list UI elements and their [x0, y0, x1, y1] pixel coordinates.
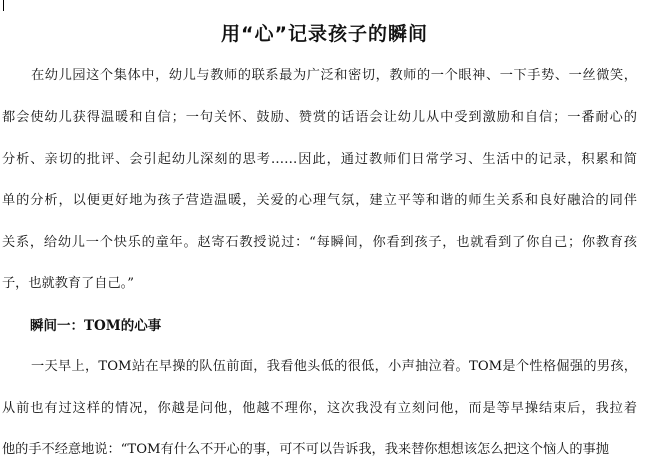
text-cursor: [3, 0, 4, 11]
paragraph1-line: 单的分析，以便更好地为孩子营造温暖，关爱的心理气氛，建立平等和谐的师生关系和良好融洽的同伴: [2, 193, 637, 208]
paragraph1-line: 子，也就教育了自己。”: [2, 276, 135, 291]
paragraph1-line: 关系，给幼儿一个快乐的童年。赵寄石教授说过：“每瞬间，你看到孩子，也就看到了你自己；你教育孩: [2, 235, 637, 250]
paragraph1-line: 在幼儿园这个集体中，幼儿与教师的联系最为广泛和密切，教师的一个眼神、一下手势、一丝微笑，: [31, 68, 637, 83]
paragraph1-line: 分析、亲切的批评、会引起幼儿深刻的思考……因此，通过教师们日常学习、生活中的记录，积累和简: [2, 152, 637, 167]
paragraph2-line: 从前也有过这样的情况，你越是问他，他越不理你，这次我没有立刻问他，而是等早操结束后，我拉着: [2, 401, 637, 416]
paragraph2-line: 他的手不经意地说：“TOM有什么不开心的事，可不可以告诉我，我来替你想想该怎么把这个恼人的事抛: [2, 442, 609, 457]
paragraph2-line: 一天早上，TOM站在早操的队伍前面，我看他头低的很低，小声抽泣着。TOM是个性格倔强的男孩，: [31, 359, 637, 374]
document-title: 用“心”记录孩子的瞬间: [221, 23, 428, 45]
paragraph1-line: 都会使幼儿获得温暖和自信；一句关怀、鼓励、赞赏的话语会让幼儿从中受到激励和自信；一番耐心的: [2, 110, 637, 125]
section-heading: 瞬间一：TOM的心事: [30, 318, 162, 334]
